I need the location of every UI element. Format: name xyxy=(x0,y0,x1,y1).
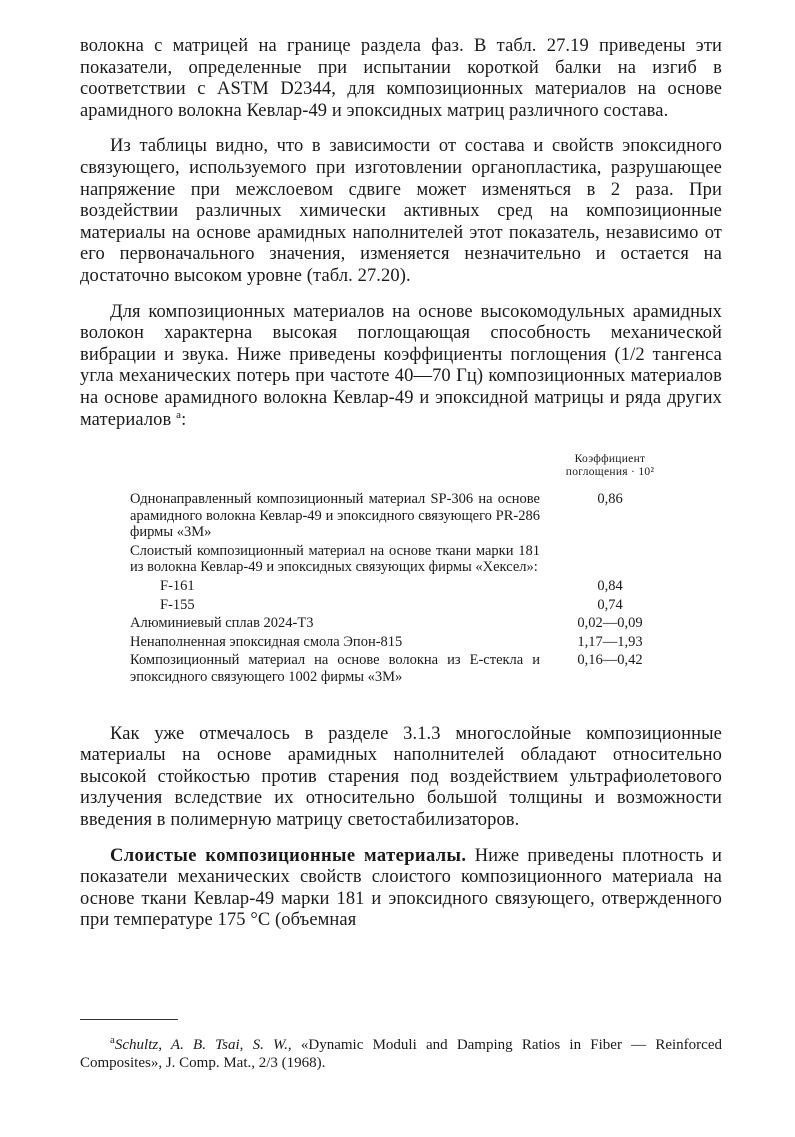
absorption-table xyxy=(80,453,722,686)
table-row-label: Алюминиевый сплав 2024-Т3 xyxy=(130,615,314,632)
paragraph-5 xyxy=(80,846,722,932)
table-row-value: 0,02—0,09 xyxy=(577,615,643,632)
table-row-label: F-155 xyxy=(160,596,195,613)
table-row xyxy=(80,491,722,541)
table-row-label: Однонаправленный композиционный материал SP-306 на основе арамидного волокна Кевлар-49 и эпоксидного связующего PR-286 фирмы «3М» xyxy=(130,491,540,541)
table-row-value: 0,84 xyxy=(597,578,623,595)
paragraph-5-text: Ниже приведены плотность и показатели механических свойств слоистого композиционного материала на основе ткани Кевлар-49 марки 181 и эпоксидного связующего, отвержденного при температуре 175 °С (объемная xyxy=(80,845,722,931)
table-row-value: 0,74 xyxy=(597,596,623,613)
table-row xyxy=(80,578,722,595)
table-row-value: 1,17—1,93 xyxy=(577,633,643,650)
table-row-value: 0,86 xyxy=(597,491,623,508)
table-row xyxy=(80,615,722,632)
paragraph-2: Из таблицы видно, что в зависимости от состава и свойств эпоксидного связующего, используемого при изготовлении органопластика, разрушающее напряжение при межслоевом сдвиге может изменяться в 2 раза. При воздействии различных химически активных сред на композиционные материалы на основе арамидных наполнителей этот показатель, независимо от его первоначального значения, изменяется незначительно и остается на достаточно высоком уровне (табл. 27.20). xyxy=(80,136,722,286)
table-row-value: 0,16—0,42 xyxy=(577,652,643,669)
table-row xyxy=(80,652,722,685)
paragraph-3 xyxy=(80,302,722,432)
table-row-label: Композиционный материал на основе волокна из Е-стекла и эпоксидного связующего 1002 фирмы «3М» xyxy=(130,652,540,686)
table-row xyxy=(80,634,722,651)
page-body xyxy=(80,36,722,932)
paragraph-3-end: : xyxy=(181,409,187,430)
table-row-label: F-161 xyxy=(160,578,195,595)
table-row-label: Слоистый композиционный материал на основе ткани марки 181 из волокна Кевлар-49 и эпоксидных связующих фирмы «Хексел»: xyxy=(130,542,540,576)
section-heading-inline: Слоистые композиционные материалы. xyxy=(110,845,467,866)
footnote-text: «Dynamic Moduli and Damping Ratios in Fiber — Reinforced Composites», J. Comp. Mat., 2/3 (1968). xyxy=(80,1037,722,1071)
paragraph-3-text: Для композиционных материалов на основе высокомодульных арамидных волокон характерна высокая поглощающая способность механической вибрации и звука. Ниже приведены коэффициенты поглощения (1/2 тангенса угла механических потерь при частоте 40—70 Гц) композиционных материалов на основе арамидного волокна Кевлар-49 и эпоксидной матрицы и ряда других материалов xyxy=(80,301,722,430)
table-header-line-2: поглощения · 10² xyxy=(565,466,655,479)
table-row-label: Ненаполненная эпоксидная смола Эпон-815 xyxy=(130,633,403,650)
paragraph-1: волокна с матрицей на границе раздела фаз. В табл. 27.19 приведены эти показатели, определенные при испытании короткой балки на изгиб в соответствии с ASTM D2344, для композиционных материалов на основе арамидного волокна Кевлар-49 и эпоксидных матриц различного состава. xyxy=(80,36,722,121)
footnote xyxy=(80,1036,722,1072)
footnote-mark: а xyxy=(110,1034,115,1046)
table-rows xyxy=(80,491,722,686)
table-header-line-1: Коэффициент xyxy=(574,453,646,466)
table-row xyxy=(80,597,722,614)
table-row xyxy=(80,543,722,576)
footnote-authors: Schultz, A. B. Tsai, S. W., xyxy=(114,1037,292,1053)
footnote-marker: а xyxy=(176,408,182,421)
footnote-rule xyxy=(80,1019,178,1020)
paragraph-4: Как уже отмечалось в разделе 3.1.3 многослойные композиционные материалы на основе арамидных наполнителей обладают относительно высокой стойкостью против старения под воздействием ультрафиолетового излучения вследствие их относительно большой толщины и возможности введения в полимерную матрицу светостабилизаторов. xyxy=(80,723,722,830)
table-column-header xyxy=(530,453,690,479)
